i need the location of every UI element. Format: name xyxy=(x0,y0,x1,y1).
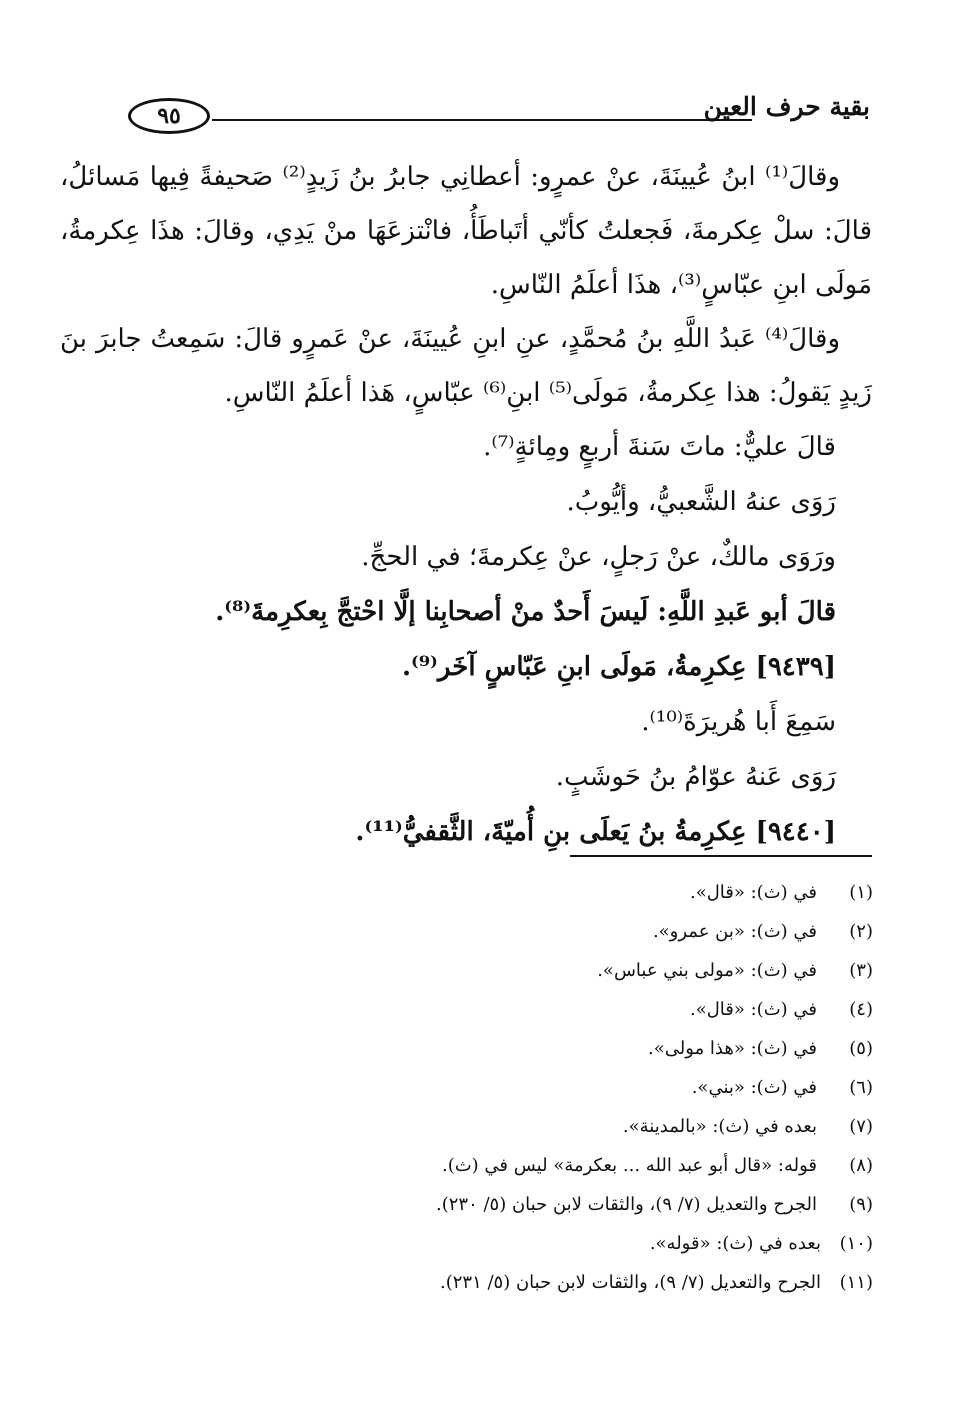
footnote-text: قوله: «قال أبو عبد الله ... بعكرمة» ليس في (ث). xyxy=(441,1155,817,1176)
text-line: رَوَى عنهُ الشَّعبيُّ، وأيُّوبُ. xyxy=(566,487,836,517)
page-header xyxy=(110,92,870,142)
footnote-number: (١) xyxy=(849,882,873,903)
paragraph-1: وقالَ⁽¹⁾ ابنُ عُيينَةَ، عنْ عمرٍو: أعطانِي جابرُ بنُ زَيدٍ⁽²⁾ صَحيفةً فِيها مَسائلُ، قالَ: سلْ عِكرمةَ، فَجعلتُ كأنّي أتَباطَأُ، فانْتزعَهَا منْ يَدِي، وقالَ: هذَا عِكرمةُ، مَولَى ابنِ عبّاسٍ⁽³⁾، هذَا أعلَمُ النّاسِ. xyxy=(60,162,872,300)
header-rule xyxy=(212,119,752,121)
footnote xyxy=(233,990,873,1029)
footnote-text: الجرح والتعديل (٧/ ٩)، والثقات لابن حبان (٥/ ٢٣٠). xyxy=(435,1194,817,1215)
footnote xyxy=(233,1107,873,1146)
footnote-rule xyxy=(570,855,872,857)
footnote-text: في (ث): «قال». xyxy=(689,999,817,1020)
footnote xyxy=(233,951,873,990)
footnote xyxy=(233,912,873,951)
footnote-text: بعده في (ث): «بالمدينة». xyxy=(622,1116,817,1137)
footnote-text: في (ث): «بني». xyxy=(691,1077,817,1098)
footnote xyxy=(233,1263,873,1302)
footnote xyxy=(233,1224,873,1263)
footnote-text: بعده في (ث): «قوله». xyxy=(649,1233,821,1254)
text-line: سَمِعَ أَبا هُريرَةَ⁽¹⁰⁾. xyxy=(641,707,836,737)
page-number: ٩٥ xyxy=(128,98,210,134)
footnote-number: (٦) xyxy=(849,1077,873,1098)
footnote-text: في (ث): «مولى بني عباس». xyxy=(597,960,817,981)
main-text xyxy=(60,150,872,860)
text-line: ورَوَى مالكٌ، عنْ رَجلٍ، عنْ عِكرمةَ؛ في الحجِّ. xyxy=(361,542,836,572)
footnote xyxy=(233,1029,873,1068)
footnote-number: (٤) xyxy=(849,999,873,1020)
entry-heading-9439: [٩٤٣٩] عِكرِمةُ، مَولَى ابنِ عَبّاسٍ آخَر⁽⁹⁾. xyxy=(401,652,836,682)
footnote-number: (١١) xyxy=(839,1272,873,1293)
text-line: رَوَى عَنهُ عوّامُ بنُ حَوشَبٍ. xyxy=(555,762,836,792)
footnote-number: (١٠) xyxy=(839,1233,873,1254)
footnote xyxy=(233,873,873,912)
text-line: قالَ أبو عَبدِ اللَّهِ: لَيسَ أَحدٌ منْ أصحابِنا إلَّا احْتجَّ بِعكرِمةَ⁽⁸⁾. xyxy=(215,597,836,627)
footnote-number: (٣) xyxy=(849,960,873,981)
footnote-number: (٧) xyxy=(849,1116,873,1137)
footnote-text: في (ث): «قال». xyxy=(689,882,817,903)
paragraph-2: وقالَ⁽⁴⁾ عَبدُ اللَّهِ بنُ مُحمَّدٍ، عنِ ابنِ عُيينَةَ، عنْ عَمرٍو قالَ: سَمِعتُ جابرَ بنَ زَيدٍ يَقولُ: هذا عِكرمةُ، مَولَى⁽⁵⁾ ابنِ⁽⁶⁾ عبّاسٍ، هَذا أعلَمُ النّاسِ. xyxy=(60,324,872,408)
footnote xyxy=(233,1146,873,1185)
footnote-text: في (ث): «بن عمرو». xyxy=(652,921,817,942)
text-line: قالَ عليٌّ: ماتَ سَنةَ أربعٍ ومِائةٍ⁽⁷⁾. xyxy=(483,432,836,462)
footnote-number: (٨) xyxy=(849,1155,873,1176)
running-title: بقية حرف العين xyxy=(703,92,870,121)
entry-heading-9440: [٩٤٤٠] عِكرِمةُ بنُ يَعلَى بنِ أُميّةَ، الثَّقفيُّ⁽¹¹⁾. xyxy=(355,817,836,847)
footnote-text: في (ث): «هذا مولى». xyxy=(648,1038,817,1059)
footnote xyxy=(233,1068,873,1107)
footnote-text: الجرح والتعديل (٧/ ٩)، والثقات لابن حبان (٥/ ٢٣١). xyxy=(439,1272,821,1293)
footnotes xyxy=(233,873,873,1302)
footnote-number: (٢) xyxy=(849,921,873,942)
footnote-number: (٩) xyxy=(849,1194,873,1215)
footnote-number: (٥) xyxy=(849,1038,873,1059)
footnote xyxy=(233,1185,873,1224)
